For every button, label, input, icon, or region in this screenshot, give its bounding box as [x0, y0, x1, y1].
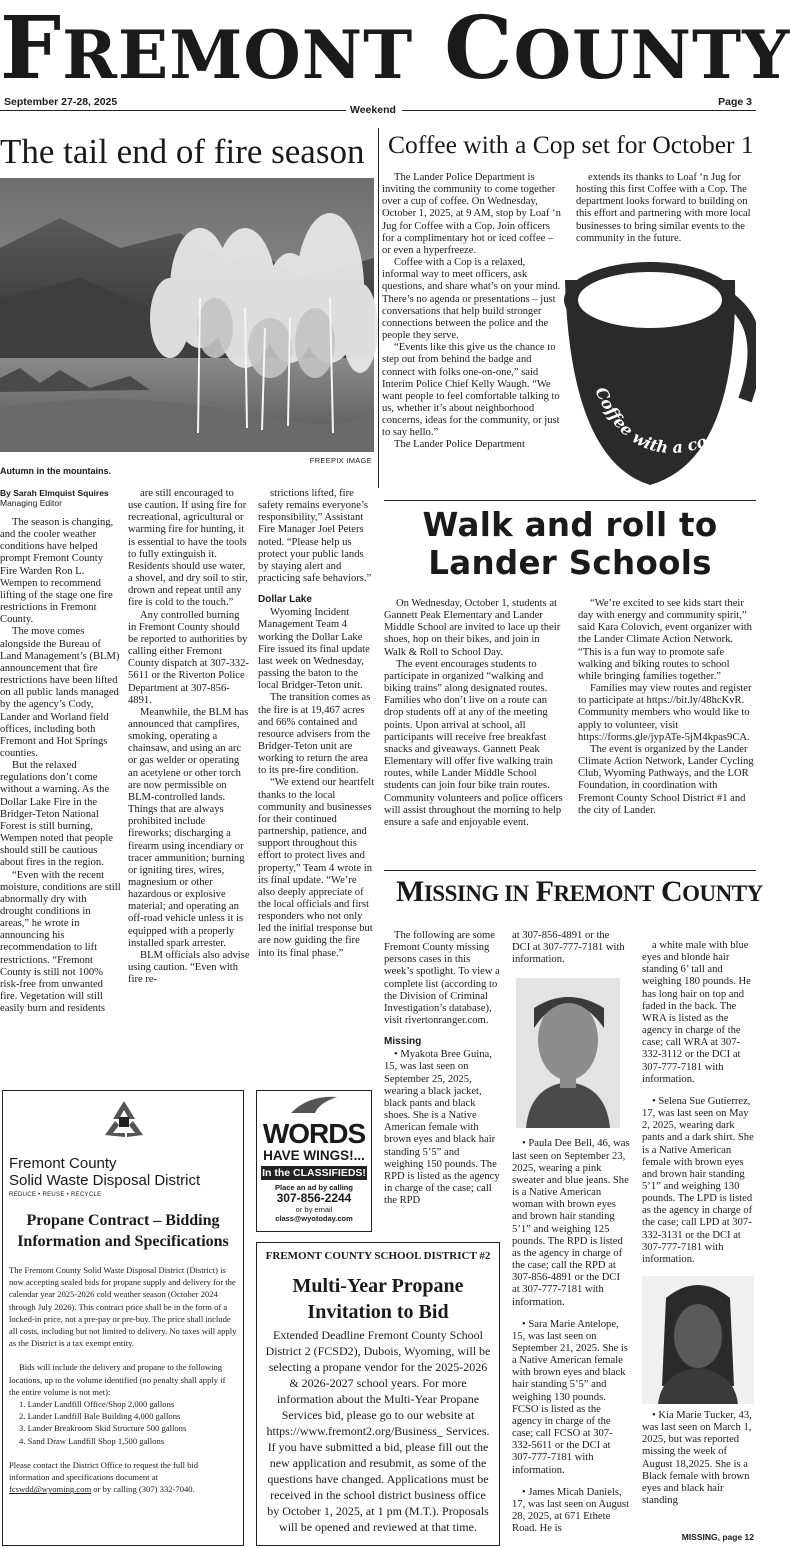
- fire-col-1: [0, 488, 122, 1015]
- aspen-mountain-image: [0, 178, 374, 452]
- masthead-word: OUNTY: [513, 16, 790, 94]
- coffee-cup-icon: [560, 260, 756, 492]
- masthead: [0, 0, 790, 99]
- classifieds-banner: In the CLASSIFIEDS!: [262, 1167, 366, 1179]
- missing-headline: [396, 874, 763, 912]
- missing-word: OUNTY: [682, 881, 763, 906]
- missing-person-entry: a white male with blue eyes and blonde hair standing 6’ tall and weighing 180 pounds. He has long hair on top and faded in the back. The WRA is listed as the agency in charge of the case; call WRA at 307-332-3112 or the DCI at 307-777-7181 with information.: [642, 940, 751, 1085]
- missing-initial: C: [660, 875, 683, 908]
- article-paragraph: “We extend our heartfelt thanks to the local community and businesses for their continued partnership, patience, and support throughout this effort to protect lives and property,” Team 4 wrote in its final update. “We’re also deeply appreciate of the local officials and first responders who not only led the initial tresponse but are now guiding the fire into its final phase.”: [258, 777, 375, 959]
- portrait-paula-dee-bell: [516, 978, 620, 1128]
- missing-initial: M: [396, 875, 424, 908]
- missing-col-2: [512, 930, 630, 1535]
- waste-para-2: Bids will include the delivery and propane to the following locations, up to the volume identified (no penalty shall apply if the entire volume is not met):: [9, 1362, 226, 1397]
- location-item: 3. Lander Breakroom Skid Structure 500 gallons: [19, 1423, 187, 1434]
- article-paragraph: The transition comes as the fire is at 19,467 acres and 66% contained and resource advisers from the Bridger-Teton unit are working to return the area to its pre-fire condition.: [258, 692, 371, 777]
- article-paragraph: The move comes alongside the Bureau of Land Management’s (BLM) announcement that fire restrictions have been lifted on all public lands managed by the agency’s Cody, Lander and Worland field offices, including both Fremont and Hot Springs counties.: [0, 626, 120, 759]
- missing-initial: F: [535, 875, 554, 908]
- column-divider: [378, 128, 379, 488]
- article-paragraph: The season is changing, and the cooler weather conditions have helped prompt Fremont County Fire Warden Ron L. Wempen to recommend lifting of the stage one fire restrictions in Fremont County.: [0, 517, 114, 626]
- person-photo-icon: [642, 1276, 754, 1404]
- waste-para-1: The Fremont County Solid Waste Disposal District (District) is now accepting sealed bids for propane supply and delivery for the calendar year 2025-2026 cold weather season (October 2024 through July 2026). This contract price shall be in the form of a locked-in price, not a pre-pay or pre-buy. The price shall include all costs, including but not limited to delivery. No taxes will apply as the District is a tax exempt entity.: [9, 1265, 237, 1349]
- waste-title-2: Information and Specifications: [17, 1233, 229, 1250]
- fire-col-3: [258, 488, 376, 960]
- article-paragraph: Coffee with a Cop is a relaxed, informal way to meet officers, ask questions, and share what’s on your mind. There’s no agenda or presentations – just conversations that help build stronger connections between the police and the people they serve.: [382, 257, 561, 342]
- masthead-word: REMONT: [62, 16, 414, 94]
- missing-person-entry: • Paula Dee Bell, 46, was last seen on September 23, 2025, wearing a pink sweater and blue jeans. She is a Native American woman with brown eyes and brown hair standing 5’1” and weighing 125 pounds. The RPD is listed as the agency in charge of the case; call the RPD at 307-856-4891 or the DCI at 307-777-7181 with information.: [512, 1138, 630, 1308]
- words-heading: WORDS: [262, 1118, 366, 1149]
- article-paragraph: The event is organized by the Lander Climate Action Network, Lander Cycling Club, Wyoming Pathways, and the LOR Foundation, in coordination with Fremont County School District #1 and the city of Lander.: [578, 743, 754, 816]
- coffee-cup-graphic: [560, 260, 756, 492]
- waste-para-3-text: Please contact the District Office to request the full bid information and specifications document at: [9, 1459, 199, 1483]
- masthead-initial: F: [0, 0, 63, 99]
- autumn-photo: [0, 178, 374, 452]
- org-name-2: Solid Waste Disposal District: [9, 1172, 201, 1189]
- walk-headline-line-1: Walk and roll to: [422, 506, 718, 544]
- photo-caption: Autumn in the mountains.: [0, 466, 111, 476]
- missing-person-entry: • Kia Marie Tucker, 43, was last seen on March 1, 2025, but was reported missing the week of August 18,2025. She is a Black female with brown eyes and black hair standing: [642, 1410, 752, 1507]
- recycle-icon: [99, 1099, 149, 1139]
- cup-text: Coffee with a co: [591, 384, 710, 457]
- school-ad-header: FREMONT COUNTY SCHOOL DISTRICT #2: [265, 1250, 491, 1262]
- person-photo-icon: [516, 978, 620, 1128]
- article-paragraph: Meanwhile, the BLM has announced that campfires, smoking, operating a chainsaw, and using an arc or gas welder or operating an acetylene or other torch are now permissible on BLM-controlled lands. Things that are always prohibited include fireworks; discharging a firearm using incendiary or tracer ammunition; burning or igniting tires, wires, magnesium or other hazardous or explosive material; and operating an off-road vehicle unless it is equipped with a properly installed spark arrester.: [128, 706, 249, 949]
- school-ad-title-2: Invitation to Bid: [307, 1301, 449, 1323]
- article-paragraph: BLM officials also advise using caution. “Even with fire re-: [128, 949, 250, 986]
- words-subheading: HAVE WINGS!...: [263, 1148, 365, 1163]
- place-ad-text: Place an ad by calling: [275, 1183, 353, 1192]
- portrait-kia-marie-tucker: [642, 1276, 754, 1404]
- location-item: 1. Lander Landfill Office/Shop 2,000 gallons: [19, 1399, 175, 1410]
- rule: [384, 500, 756, 501]
- missing-person-entry: • Sara Marie Antelope, 15, was last seen on September 21, 2025. She is a Native American female with brown eyes and black hair standing 5’5” and weighing 130 pounds. FCSO is listed as the agency in charge of the case; call FCSO at 307-332-5611 or the DCI at 307-777-7181 with information.: [512, 1318, 628, 1476]
- walk-headline: [384, 506, 756, 582]
- missing-subhead: Missing: [384, 1036, 422, 1048]
- wing-icon: [289, 1095, 339, 1115]
- missing-col-1: [384, 930, 500, 1207]
- fire-col-2: [128, 488, 250, 986]
- article-paragraph: Families may view routes and register to participate at https://bit.ly/48hcKvR. Community members who would like to apply to volunteer, visit https://forms.gle/jypATe-5jM4kpas9CA.: [578, 683, 752, 743]
- article-paragraph: The following are some Fremont County missing persons cases in this week’s spotlight. To view a complete list (according to the Division of Criminal Investigation’s database), visit rivertonranger.com.: [384, 930, 500, 1027]
- article-paragraph: Any controlled burning in Fremont County should be reported to authorities by calling either Fremont County dispatch at 307-332-5611 or the Riverton Police Department at 307-856-4891.: [128, 609, 249, 706]
- waste-para-3-end: or by calling (307) 332-7040.: [91, 1484, 195, 1495]
- article-paragraph: “Even with the recent moisture, conditions are still abnormally dry with drought conditions in areas,” he wrote in announcing his recommendation to lift restrictions. “Fremont County is still not 100% risk-free from unwanted fire. Vegetation will still easily burn and residents: [0, 869, 121, 1015]
- article-paragraph: On Wednesday, October 1, students at Gannett Peak Elementary and Lander Middle School are invited to lace up their shoes, hop on their bikes, and join in Walk & Roll to School Day.: [384, 598, 561, 658]
- missing-person-entry: • James Micah Daniels, 17, was last seen on August 28, 2025, at 671 Ethete Road. He is: [512, 1486, 630, 1535]
- walk-col-1: [384, 598, 564, 829]
- classifieds-ad: [256, 1090, 372, 1232]
- walk-col-2: [578, 598, 754, 817]
- article-paragraph: But the relaxed regulations don’t come without a warning. As the Dollar Lake Fire in the Bridger-Teton National Forest is still burning, Wempen noted that people should still be cautious about fires in the region.: [0, 760, 113, 869]
- article-paragraph: “We’re excited to see kids start their day with energy and community spirit,” said Kara Colovich, event organizer with the Lander Climate Action Network. “This is a fun way to promote safe walking and biking routes to school while bringing families together.”: [578, 598, 752, 682]
- missing-person-entry: • Myakota Bree Guina, 15, was last seen on September 25, 2025, wearing a black jacket, black pants and black shoes. She is a Native American female with brown eyes and black hair standing 5’5” and weighing 150 pounds. The RPD is listed as the agency in charge of the case; call the RPD: [384, 1049, 500, 1207]
- missing-person-entry: • Selena Sue Gutierrez, 17, was last seen on May 2, 2025, wearing dark pants and a dark shirt. She is a Native American female with brown eyes and brown hair standing 5’1” and weighing 130 pounds. The LPD is listed as the agency in charge of the case; call LPD at 307-332-3131 or the DCI at 307-777-7181 with information.: [642, 1095, 754, 1265]
- article-paragraph: extends its thanks to Loaf ‘n Jug for hosting this first Coffee with a Cop. The department looks forward to building on this effort and partnering with more local businesses to bring similar events to the community in the future.: [576, 172, 751, 244]
- fire-headline: The tail end of fire season: [0, 132, 365, 171]
- waste-email-link[interactable]: fcswdd@wyoming.com: [9, 1484, 92, 1495]
- jump-line: MISSING, page 12: [681, 1532, 754, 1542]
- section-label: Weekend: [350, 104, 396, 116]
- missing-word: REMONT: [553, 881, 654, 906]
- page-number: Page 3: [718, 96, 752, 108]
- article-paragraph: “Events like this give us the chance to step out from behind the badge and connect with folks one-on-one,” said Interim Police Chief Kelly Waugh. “We want people to feel comfortable talking to us, whether it’s about neighborhood concerns, ideas for the community, or just to say hello.”: [382, 342, 560, 439]
- byline: By Sarah Elmquist Squires: [0, 488, 109, 498]
- cop-col-1: [382, 172, 562, 452]
- school-ad-body: Extended Deadline Fremont County School District 2 (FCSD2), Dubois, Wyoming, will be selecting a propane vendor for the 2025-2026 & 2026-2027 school years. For more information about the Multi-Year Propane Services bid, please go to our website at https://www.fremont2.org/Business_ Services. If you have submitted a bid, please fill out the new application and resubmit, as some of the questions have changed. Applications must be received in the school district business office by October 1, 2025, at 1 pm (M.T.). Proposals will be opened and reviewed at that time.: [265, 1328, 491, 1534]
- org-name-1: Fremont County: [9, 1155, 117, 1172]
- byline-title: Managing Editor: [0, 498, 62, 508]
- waste-title-1: Propane Contract – Bidding: [26, 1212, 220, 1229]
- issue-date: September 27-28, 2025: [4, 96, 118, 108]
- waste-para-3: [9, 1459, 237, 1496]
- walk-headline-line-2: Lander Schools: [428, 544, 712, 582]
- article-paragraph: The Lander Police Department is inviting the community to come together over a cup of coffee. On Wednesday, October 1, 2025, at 9 AM, stop by Loaf ‘n Jug for Coffee with a Cop. Join officers for a complimentary hot or iced coffee – or even a hyperfreeze.: [382, 172, 561, 256]
- dollar-lake-subhead: Dollar Lake: [258, 594, 312, 606]
- cop-headline: Coffee with a Cop set for October 1: [388, 130, 754, 159]
- classifieds-email[interactable]: class@wyotoday.com: [275, 1214, 353, 1223]
- rule: [402, 110, 756, 111]
- missing-col-2-lead: at 307-856-4891 or the DCI at 307-777-7181 with information.: [512, 930, 625, 966]
- location-item: 2. Lander Landfill Bale Building 4,000 gallons: [19, 1411, 181, 1422]
- photo-credit: FREEPIX IMAGE: [309, 456, 372, 465]
- missing-col-3: [642, 930, 756, 1266]
- school-district-ad: [256, 1242, 500, 1546]
- article-paragraph: The Lander Police Department: [394, 439, 525, 451]
- article-paragraph: strictions lifted, fire safety remains everyone’s responsibility,” Assistant Fire Manager Joel Peters noted. “Please help us protect your public lands by staying alert and practicing safe behaviors.”: [258, 488, 372, 585]
- location-item: 4. Sand Draw Landfill Shop 1,500 gallons: [19, 1435, 165, 1446]
- or-email-text: or by email: [295, 1205, 333, 1214]
- tagline: REDUCE • REUSE • RECYCLE: [9, 1192, 102, 1198]
- missing-word: ISSING IN: [423, 881, 529, 906]
- article-paragraph: Wyoming Incident Management Team 4 working the Dollar Lake Fire issued its final update last week on Wednesday, passing the baton to the local Bridger-Teton unit.: [258, 607, 370, 692]
- article-paragraph: The event encourages students to participate in organized “walking and biking trains” along designated routes. Families who don’t live on a route can drop students off at any of the meeting points. Upon arrival at school, all participants will receive free breakfast snacks and giveaways. Gannett Peak Elementary will offer five walking train routes, while Lander Middle School students can join four bike train routes. Community volunteers and police officers will assist throughout the morning to help ensure a safe and enjoyable event.: [384, 658, 563, 828]
- cop-col-2: [576, 172, 754, 245]
- school-ad-title-1: Multi-Year Propane: [292, 1275, 464, 1297]
- rule: [384, 870, 756, 871]
- article-paragraph: are still encouraged to use caution. If using fire for recreational, agricultural or warming fire for hunting, it is essential to have the tools to fully extinguish it. Residents should use water, a shovel, and dry soil to stir, drown and repeat until any fire is cold to the touch.”: [128, 488, 248, 609]
- waste-district-ad: [2, 1090, 244, 1546]
- classifieds-phone[interactable]: 307-856-2244: [276, 1191, 352, 1205]
- missing-col-3b: [642, 1410, 756, 1507]
- masthead-initial: C: [444, 0, 514, 99]
- rule: [0, 110, 346, 111]
